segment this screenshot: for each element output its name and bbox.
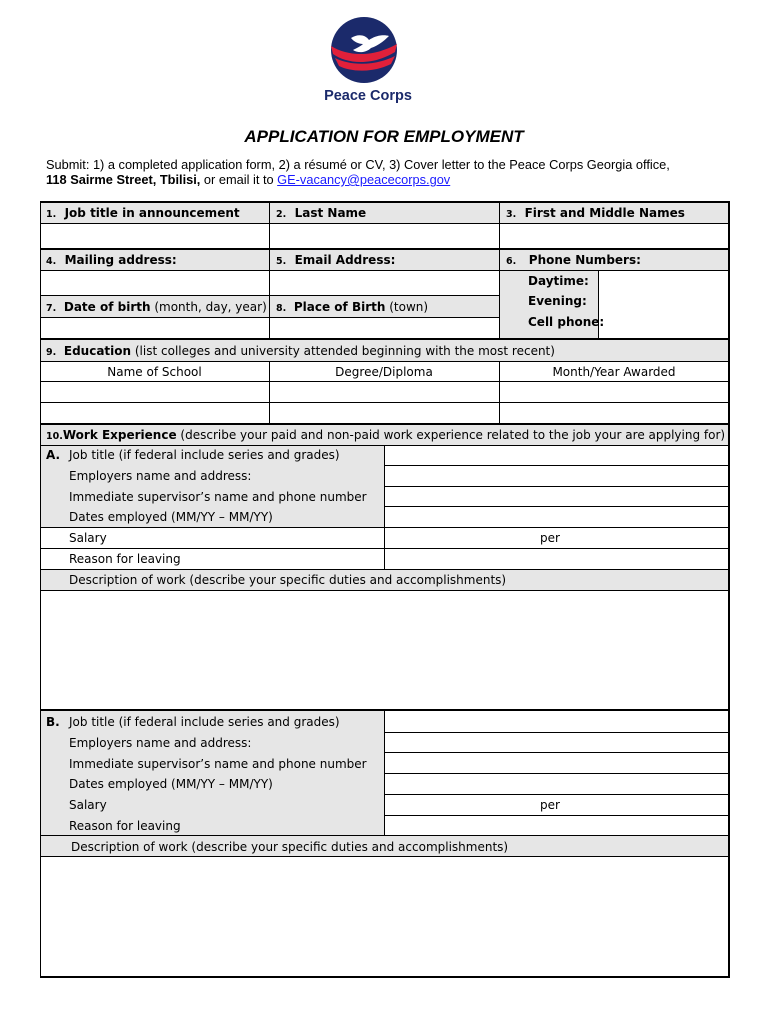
evening-label: Evening: [528, 294, 587, 308]
work-a-per-label: per [540, 531, 560, 545]
work-a-job-title-label: Job title (if federal include series and grades) [69, 448, 340, 462]
work-a-reason-label: Reason for leaving [69, 552, 181, 566]
submit-instructions [46, 157, 670, 187]
field-5-label: 5. Email Address: [276, 253, 396, 267]
page-title: APPLICATION FOR EMPLOYMENT [244, 127, 524, 146]
mailing-address-input[interactable] [42, 272, 268, 294]
education-column-school: Name of School [107, 365, 202, 379]
field-6-label: 6. Phone Numbers: [506, 253, 641, 267]
email-prefix: or email it to [200, 172, 278, 187]
date-of-birth-input[interactable] [42, 319, 268, 338]
submit-line-2 [46, 172, 670, 187]
field-7-label: 7. Date of birth (month, day, year) [46, 300, 267, 314]
last-name-input[interactable] [271, 225, 498, 247]
work-a-employer-label: Employers name and address: [69, 469, 252, 483]
section-a-marker: A. [46, 448, 61, 462]
daytime-label: Daytime: [528, 274, 589, 288]
work-a-employer-input[interactable] [387, 467, 727, 485]
work-b-description-textarea[interactable] [42, 858, 728, 975]
work-a-salary-label: Salary [69, 531, 107, 545]
place-of-birth-input[interactable] [271, 319, 498, 338]
education-column-degree: Degree/Diploma [335, 365, 433, 379]
work-experience-label: 10.Work Experience (describe your paid and non-paid work experience related to the job your are applying for) [46, 428, 726, 442]
work-b-dates-label: Dates employed (MM/YY – MM/YY) [69, 777, 273, 791]
section-b-marker: B. [46, 715, 60, 729]
work-b-reason-input[interactable] [387, 817, 727, 834]
work-a-dates-input[interactable] [387, 508, 727, 526]
field-2-label: 2. Last Name [276, 206, 367, 220]
first-middle-names-input[interactable] [501, 225, 727, 247]
logo-text: Peace Corps [324, 88, 412, 104]
education-row[interactable] [42, 404, 728, 422]
work-b-salary-input[interactable] [387, 796, 727, 814]
work-a-description-label: Description of work (describe your specific duties and accomplishments) [69, 573, 507, 587]
education-label: 9. Education (list colleges and university attended beginning with the most recent) [46, 344, 555, 358]
work-b-dates-input[interactable] [387, 775, 727, 793]
field-1-label: 1. Job title in announcement [46, 206, 240, 220]
work-b-employer-label: Employers name and address: [69, 736, 252, 750]
education-column-awarded: Month/Year Awarded [552, 365, 676, 379]
work-a-dates-label: Dates employed (MM/YY – MM/YY) [69, 510, 273, 524]
email-address-input[interactable] [271, 272, 498, 294]
submit-line-1: Submit: 1) a completed application form, 2) a résumé or CV, 3) Cover letter to the Peace Corps Georgia office, [46, 157, 670, 172]
work-b-salary-label: Salary [69, 798, 107, 812]
work-b-description-label: Description of work (describe your specific duties and accomplishments) [71, 840, 509, 854]
field-8-label: 8. Place of Birth (town) [276, 300, 429, 314]
work-b-employer-input[interactable] [387, 734, 727, 751]
work-a-supervisor-input[interactable] [387, 488, 727, 505]
job-title-input[interactable] [42, 225, 268, 247]
field-4-label: 4. Mailing address: [46, 253, 177, 267]
work-b-reason-label: Reason for leaving [69, 819, 181, 833]
office-address: 118 Sairme Street, Tbilisi, [46, 172, 201, 187]
work-a-job-title-input[interactable] [387, 447, 727, 464]
work-b-job-title-label: Job title (if federal include series and grades) [69, 715, 340, 729]
work-b-per-label: per [540, 798, 560, 812]
work-a-description-textarea[interactable] [42, 592, 728, 708]
work-a-salary-input[interactable] [387, 529, 727, 547]
work-a-reason-input[interactable] [387, 550, 727, 568]
field-3-label: 3. First and Middle Names [506, 206, 685, 220]
work-a-supervisor-label: Immediate supervisor’s name and phone number [69, 490, 367, 504]
email-link[interactable]: GE-vacancy@peacecorps.gov [277, 172, 451, 187]
cell-phone-label: Cell phone: [528, 315, 605, 329]
work-b-supervisor-label: Immediate supervisor’s name and phone number [69, 757, 367, 771]
phone-numbers-input[interactable] [600, 272, 727, 337]
work-b-supervisor-input[interactable] [387, 754, 727, 772]
education-row[interactable] [42, 383, 728, 401]
work-b-job-title-input[interactable] [387, 713, 727, 731]
